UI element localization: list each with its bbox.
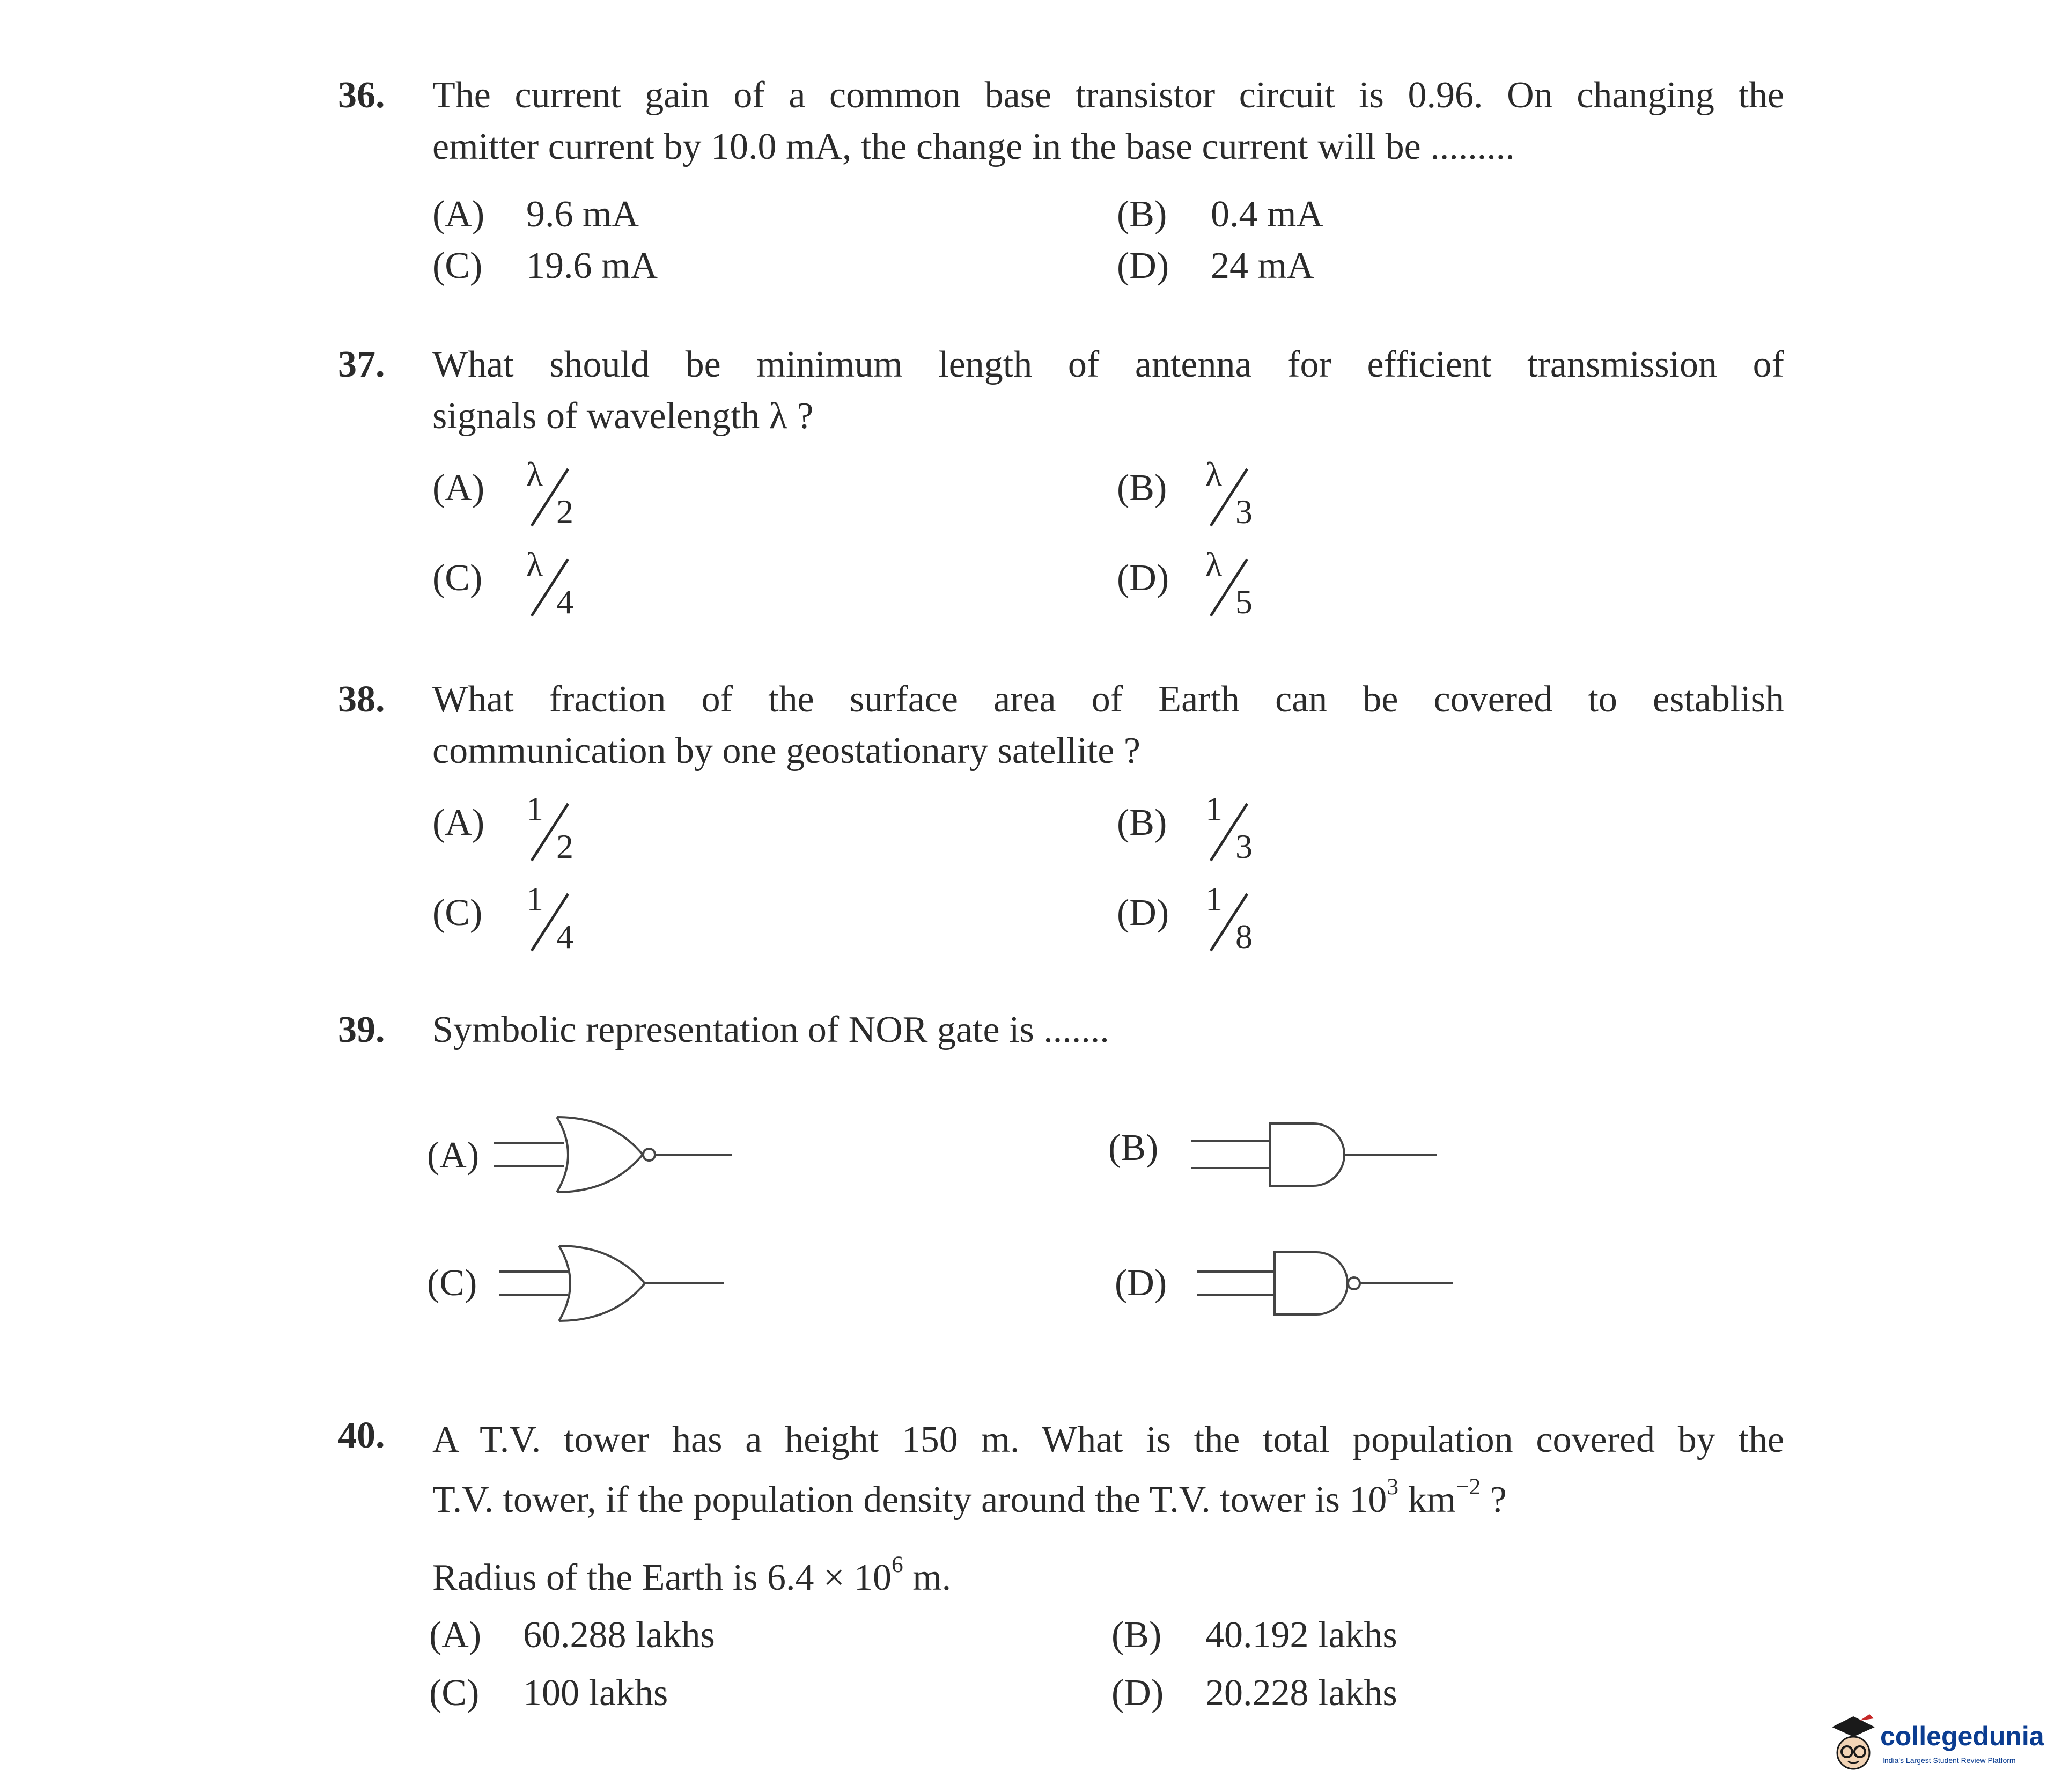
option-label: (A) (432, 802, 485, 843)
question-line: signals of wavelength λ ? (432, 395, 814, 437)
exponent: 3 (1387, 1474, 1399, 1500)
option-b[interactable] (1117, 189, 1323, 240)
or-gate-diagram (499, 1240, 735, 1326)
option-label: (B) (1117, 194, 1167, 235)
or-gate-icon (499, 1240, 735, 1326)
option-b[interactable] (1108, 1122, 1158, 1174)
option-a[interactable] (432, 189, 639, 240)
option-a[interactable] (429, 1610, 715, 1661)
option-label: (C) (429, 1672, 480, 1714)
question-text (432, 674, 1784, 777)
option-label: (C) (432, 245, 483, 287)
nand-gate-icon (1197, 1240, 1460, 1326)
question-line (432, 1470, 1784, 1534)
option-c[interactable] (427, 1258, 477, 1309)
fraction-numerator: 1 (1205, 880, 1223, 918)
option-d[interactable] (1117, 880, 1253, 956)
option-label: (A) (432, 467, 485, 509)
exponent: 6 (892, 1552, 903, 1578)
option-d[interactable] (1117, 240, 1314, 292)
option-b[interactable] (1111, 1610, 1397, 1661)
fraction-denominator: 3 (1235, 827, 1253, 865)
logo-wordmark: collegedunia (1880, 1721, 2044, 1751)
fraction-numerator: λ (1205, 455, 1223, 493)
option-c[interactable] (432, 240, 658, 292)
option-text: 20.228 lakhs (1205, 1672, 1397, 1714)
option-label: (B) (1117, 467, 1167, 509)
question-line: communication by one geostationary satellite ? (432, 730, 1140, 772)
option-c[interactable] (432, 545, 573, 621)
option-d[interactable] (1111, 1668, 1397, 1719)
question-text (432, 339, 1784, 442)
fraction-numerator: λ (526, 455, 543, 493)
option-a[interactable] (432, 455, 573, 531)
option-c[interactable] (432, 880, 573, 956)
fraction-denominator: 4 (556, 583, 573, 621)
logo-tagline: India's Largest Student Review Platform (1882, 1756, 2016, 1765)
fraction-numerator: λ (1205, 545, 1223, 583)
text-segment: T.V. tower, if the population density around the T.V. tower is 10 (432, 1479, 1387, 1521)
collegedunia-logo (1827, 1709, 2044, 1784)
option-label: (C) (427, 1262, 477, 1304)
option-label: (D) (1117, 892, 1169, 934)
option-d[interactable] (1117, 545, 1253, 621)
option-text: 24 mA (1211, 245, 1314, 287)
fraction-numerator: λ (526, 545, 543, 583)
nand-gate-diagram (1197, 1240, 1460, 1326)
question-text (432, 1410, 1784, 1622)
option-d[interactable] (1115, 1258, 1167, 1309)
nor-gate-diagram (494, 1112, 740, 1198)
question-line: Symbolic representation of NOR gate is ....... (432, 1009, 1109, 1051)
option-b[interactable] (1117, 455, 1253, 531)
question-number: 40. (338, 1415, 385, 1456)
option-label: (C) (432, 892, 483, 934)
fraction-denominator: 8 (1235, 917, 1253, 956)
text-segment: km (1398, 1479, 1456, 1521)
question-line: What should be minimum length of antenna for efficient transmission of (432, 344, 1784, 385)
question-text (432, 70, 1784, 173)
question-text (432, 1004, 1784, 1056)
question-line: A T.V. tower has a height 150 m. What is the total population covered by the (432, 1419, 1784, 1460)
mascot-icon (1827, 1711, 1880, 1775)
question-line: What fraction of the surface area of Earth can be covered to establish (432, 679, 1784, 720)
text-segment: Radius of the Earth is 6.4 × 10 (432, 1557, 892, 1598)
option-label: (D) (1111, 1672, 1164, 1714)
and-gate-diagram (1191, 1112, 1448, 1198)
exponent: −2 (1456, 1474, 1481, 1500)
option-text: 60.288 lakhs (523, 1614, 715, 1656)
option-label: (B) (1111, 1614, 1162, 1656)
option-label: (D) (1117, 245, 1169, 287)
option-text: 0.4 mA (1211, 194, 1323, 235)
question-number: 37. (338, 344, 385, 385)
option-a[interactable] (427, 1130, 479, 1181)
option-label: (C) (432, 557, 483, 599)
fraction-numerator: 1 (1205, 790, 1223, 828)
option-c[interactable] (429, 1668, 668, 1719)
nor-gate-icon (494, 1112, 740, 1198)
option-label: (A) (432, 194, 485, 235)
option-text: 9.6 mA (526, 194, 639, 235)
option-text: 40.192 lakhs (1205, 1614, 1397, 1656)
text-segment: m. (903, 1557, 952, 1598)
fraction-denominator: 3 (1235, 493, 1253, 531)
question-line: The current gain of a common base transistor circuit is 0.96. On changing the (432, 75, 1784, 116)
and-gate-icon (1191, 1112, 1448, 1198)
question-line: emitter current by 10.0 mA, the change in the base current will be ......... (432, 126, 1515, 167)
question-number: 38. (338, 679, 385, 720)
fraction-denominator: 2 (556, 493, 573, 531)
text-segment: ? (1481, 1479, 1507, 1521)
option-label: (A) (427, 1135, 480, 1176)
option-text: 19.6 mA (526, 245, 658, 287)
question-number: 36. (338, 75, 385, 116)
fraction-denominator: 4 (556, 917, 573, 956)
option-label: (D) (1117, 557, 1169, 599)
option-label: (B) (1108, 1127, 1159, 1169)
fraction-denominator: 2 (556, 827, 573, 865)
fraction-numerator: 1 (526, 790, 543, 828)
fraction-denominator: 5 (1235, 583, 1253, 621)
option-label: (A) (429, 1614, 482, 1656)
question-number: 39. (338, 1009, 385, 1051)
option-a[interactable] (432, 790, 573, 865)
option-label: (D) (1115, 1262, 1167, 1304)
option-text: 100 lakhs (523, 1672, 668, 1714)
option-b[interactable] (1117, 790, 1253, 865)
fraction-numerator: 1 (526, 880, 543, 918)
option-label: (B) (1117, 802, 1167, 843)
